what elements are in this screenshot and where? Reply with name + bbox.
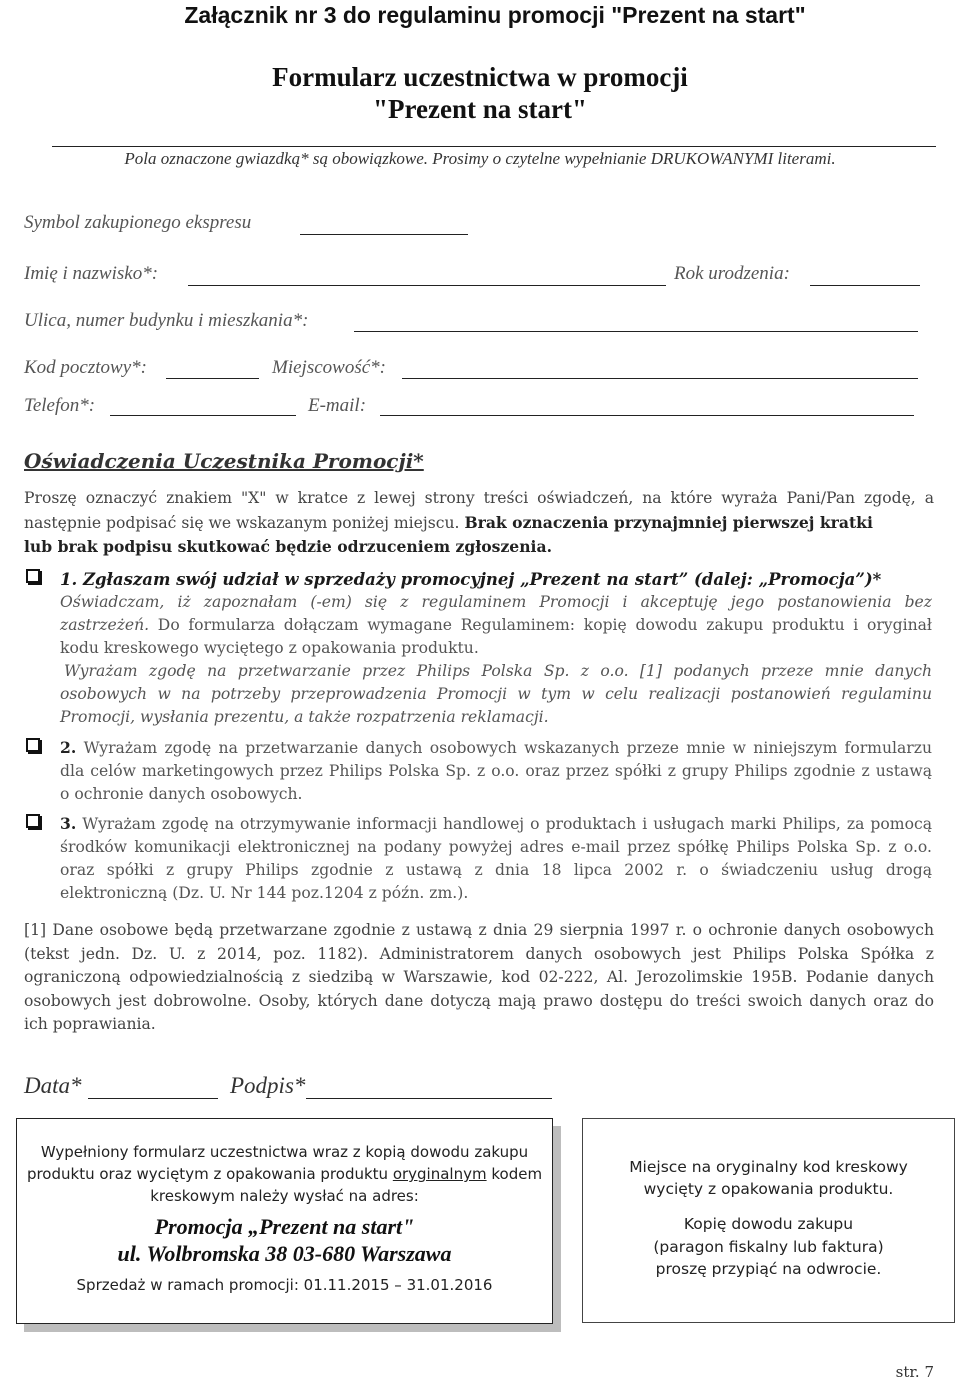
intro-text: następnie podpisać się we wskazanym poniżej miejscu. [24, 513, 465, 532]
consent-1-line-start: zastrzeżeń. [60, 616, 150, 634]
consent-2-text [60, 736, 932, 806]
postal-code-label: Kod pocztowy*: [24, 357, 147, 378]
statements-intro [24, 487, 934, 559]
date-field[interactable] [88, 1098, 218, 1099]
barcode-instructions [583, 1156, 954, 1200]
receipt-instructions [583, 1213, 954, 1281]
birth-year-label: Rok urodzenia: [674, 263, 790, 284]
consent-1-text [60, 568, 932, 729]
consent-3-line: oraz spółki z grupy Philips zgodnie z ustawą z dnia 18 lipca 2002 r. o świadczeniu usług drogą [60, 861, 932, 879]
birth-year-field[interactable] [810, 285, 920, 286]
email-field[interactable] [380, 415, 914, 416]
date-label: Data* [24, 1073, 82, 1098]
mailing-line-end: kodem [486, 1165, 543, 1183]
form-title-promo-name: "Prezent na start" [373, 94, 587, 124]
form-title: Formularz uczestnictwa w promocji [272, 62, 688, 92]
consent-3-checkbox[interactable] [26, 814, 40, 828]
consent-3-line [60, 812, 932, 836]
consent-2-line [60, 736, 932, 760]
consent-2-checkbox[interactable] [26, 738, 40, 752]
mailing-instructions-box [16, 1118, 553, 1324]
consent-2-number: 2. [60, 738, 77, 757]
consent-1-line [60, 614, 932, 637]
footnote-line: [1] Dane osobowe będą przetwarzane zgodnie z ustawą z dnia 29 sierpnia 1997 r. o ochronie danych osobowych [24, 921, 934, 939]
intro-warning-continued: lub brak podpisu skutkować będzie odrzuceniem zgłoszenia. [24, 537, 553, 556]
promotion-period: Sprzedaż w ramach promocji: 01.11.2015 – 31.01.2016 [76, 1276, 493, 1294]
name-label: Imię i nazwisko*: [24, 263, 159, 284]
barcode-line: wycięty z opakowania produktu. [643, 1180, 894, 1198]
page-number: str. 7 [895, 1363, 934, 1381]
consent-2-line: dla celów marketingowych przez Philips Polska Sp. z o.o. oraz przez spółki z grupy Philips zgodnie z ustawą [60, 762, 932, 780]
consent-3-text [60, 812, 932, 905]
consent-1-line-rest: Do formularza dołączam wymagane Regulaminem: kopię dowodu zakupu produktu i oryginał [149, 616, 932, 634]
intro-warning: Brak oznaczenia przynajmniej pierwszej kratki [464, 512, 873, 532]
statements-heading: Oświadczenia Uczestnika Promocji* [24, 449, 424, 473]
consent-1-line: osobowych w na potrzeby przeprowadzenia Promocji w tym w celu realizacji postanowień regulaminu [60, 685, 932, 703]
mailing-line: kreskowym należy wysłać na adres: [150, 1187, 419, 1205]
name-field[interactable] [188, 285, 666, 286]
street-label: Ulica, numer budynku i mieszkania*: [24, 310, 309, 331]
barcode-placement-box [582, 1118, 955, 1323]
mailing-instructions [17, 1141, 552, 1207]
street-field[interactable] [354, 331, 918, 332]
receipt-line: Kopię dowodu zakupu [683, 1215, 854, 1233]
postal-code-field[interactable] [166, 378, 259, 379]
consent-1-line: Promocji, wysłania prezentu, a także rozpatrzenia reklamacji. [60, 708, 549, 726]
footnote-line: (tekst jedn. Dz. U. z 2014, poz. 1182). Administratorem danych osobowych jest Philips Polska Spółka z [24, 944, 934, 963]
intro-line [24, 511, 934, 536]
symbol-field[interactable] [300, 234, 468, 235]
city-label: Miejscowość*: [272, 357, 386, 378]
email-label: E-mail: [308, 395, 367, 416]
consent-2-line: o ochronie danych osobowych. [60, 785, 303, 803]
title-divider [52, 146, 936, 147]
consent-1-checkbox[interactable] [26, 569, 40, 583]
mailing-emphasis: oryginalnym [392, 1165, 487, 1183]
mailing-line: Wypełniony formularz uczestnictwa wraz z kopią dowodu zakupu [40, 1143, 529, 1161]
required-fields-notice: Pola oznaczone gwiazdką* są obowiązkowe. Prosimy o czytelne wypełnianie DRUKOWANYMI literami. [124, 149, 836, 168]
consent-1-line: Oświadczam, iż zapoznałam (-em) się z regulaminem Promocji i akceptuję jego postanowienia bez [60, 593, 932, 611]
signature-label: Podpis* [230, 1073, 306, 1098]
annex-title: Załącznik nr 3 do regulaminu promocji "Prezent na start" [184, 2, 806, 28]
consent-1-line: Wyrażam zgodę na przetwarzanie przez Philips Polska Sp. z o.o. [1] podanych przeze mnie danych [64, 662, 932, 680]
mailing-line-start: produktu oraz wyciętym z opakowania produktu [26, 1165, 393, 1183]
city-field[interactable] [402, 378, 918, 379]
receipt-line: proszę przypiąć na odwrocie. [655, 1260, 882, 1278]
consent-1-line: kodu kreskowego wyciętego z opakowania produktu. [60, 639, 479, 657]
receipt-line: (paragon fiskalny lub faktura) [653, 1237, 884, 1256]
symbol-label: Symbol zakupionego ekspresu [24, 212, 252, 233]
consent-3-line-text: Wyrażam zgodę na otrzymywanie informacji handlowej o produktach i usługach marki Philips, za pomocą [76, 815, 932, 833]
footnote-line: osobowych jest dobrowolne. Osoby, których dane dotyczą mają prawo dostępu do treści swoich danych oraz do [24, 991, 934, 1010]
consent-3-line: środków komunikacji elektronicznej na podany powyżej adres e-mail przez spółkę Philips Polska Sp. z o.o. [60, 838, 932, 856]
address-street: ul. Wolbromska 38 03-680 Warszawa [117, 1241, 452, 1266]
consent-1-heading: 1. Zgłaszam swój udział w sprzedaży promocyjnej „Prezent na start” (dalej: „Promocja”)* [60, 570, 882, 589]
phone-label: Telefon*: [24, 395, 96, 416]
footnote [24, 919, 934, 1037]
barcode-line: Miejsce na oryginalny kod kreskowy [629, 1158, 908, 1176]
consent-3-number: 3. [60, 814, 77, 833]
address-recipient: Promocja „Prezent na start" [154, 1214, 415, 1239]
consent-3-line: elektroniczną (Dz. U. Nr 144 poz.1204 z późn. zm.). [60, 884, 469, 902]
intro-line: Proszę oznaczyć znakiem "X" w kratce z lewej strony treści oświadczeń, na które wyraża Pani/Pan zgodę, a [24, 489, 934, 507]
signature-field[interactable] [306, 1098, 552, 1099]
phone-field[interactable] [110, 415, 296, 416]
footnote-line: ograniczoną odpowiedzialnością z siedzibą w Warszawie, kod 02-222, Al. Jerozolimskie 195B. Podanie danych [24, 968, 934, 986]
mailing-address [17, 1213, 552, 1267]
mailing-line [17, 1163, 552, 1185]
footnote-line: ich poprawiania. [24, 1015, 156, 1033]
consent-2-line-text: Wyrażam zgodę na przetwarzanie danych osobowych wskazanych przeze mnie w niniejszym formularzu [76, 739, 932, 757]
